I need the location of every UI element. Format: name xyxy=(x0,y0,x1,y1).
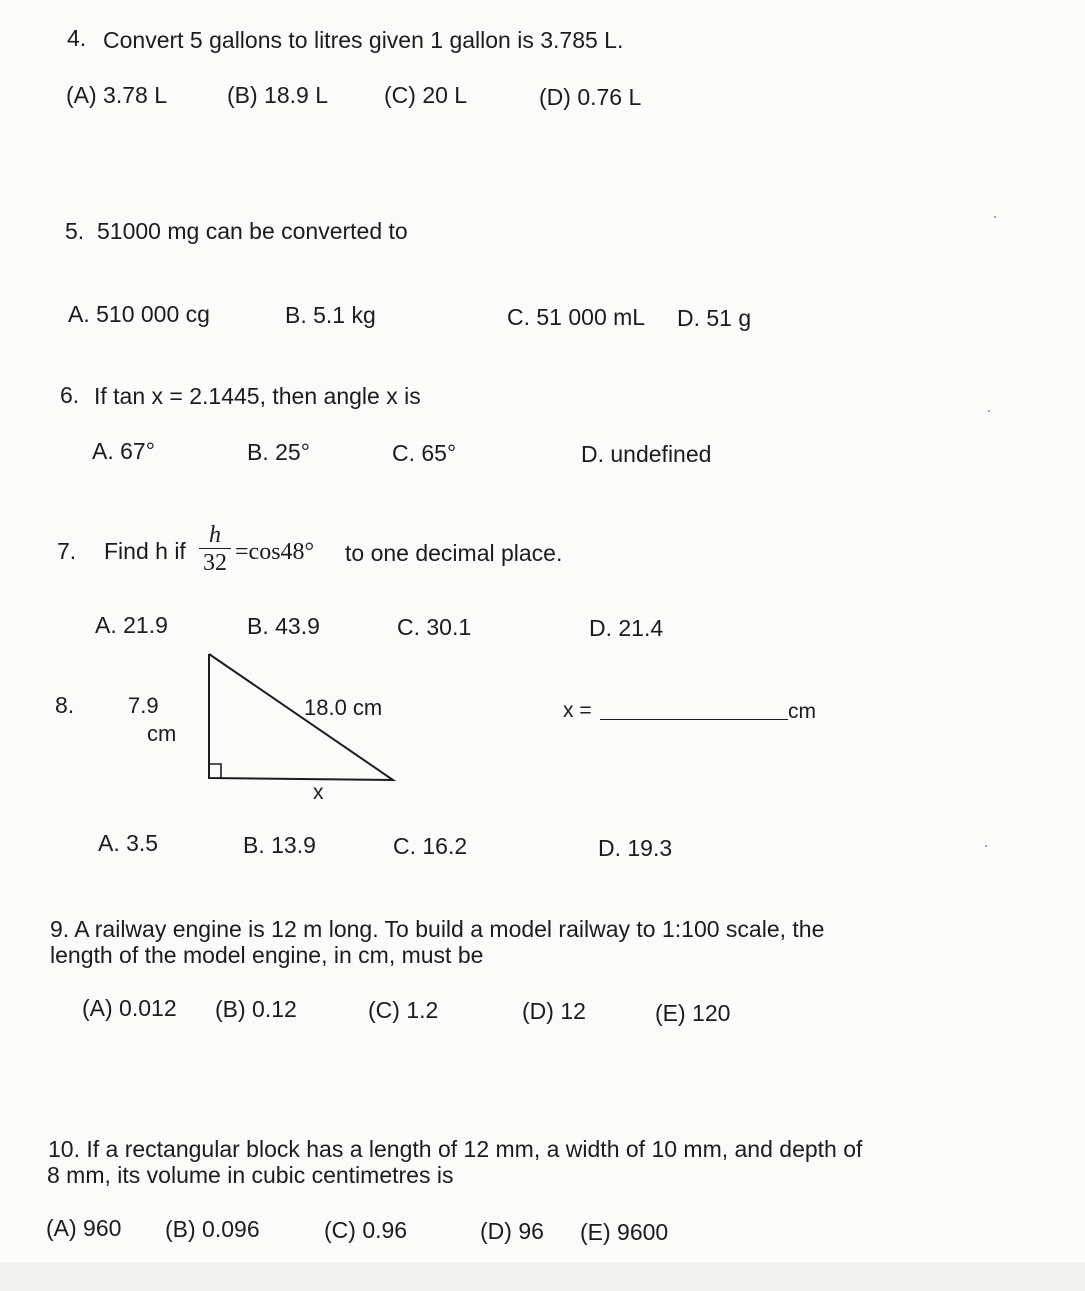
q4-option-d: (D) 0.76 L xyxy=(539,84,642,110)
q9-option-d: (D) 12 xyxy=(522,998,586,1024)
q9-text-line2: length of the model engine, in cm, must be xyxy=(50,942,484,968)
q6-text: If tan x = 2.1445, then angle x is xyxy=(94,383,421,409)
q10-option-a: (A) 960 xyxy=(46,1215,122,1241)
q5-option-a: A. 510 000 cg xyxy=(68,301,210,327)
q4-option-a: (A) 3.78 L xyxy=(66,82,167,108)
q7-option-a: A. 21.9 xyxy=(95,612,168,638)
q9-text-line1: 9. A railway engine is 12 m long. To build a model railway to 1:100 scale, the xyxy=(50,916,825,942)
right-angle-marker xyxy=(209,764,221,778)
q8-hypotenuse-label: 18.0 cm xyxy=(304,695,383,720)
q8-side-unit: cm xyxy=(147,721,177,746)
q5-option-b: B. 5.1 kg xyxy=(285,302,376,328)
q8-option-a: A. 3.5 xyxy=(98,830,159,856)
q4-option-b: (B) 18.9 L xyxy=(227,82,328,108)
q10-option-e: (E) 9600 xyxy=(580,1219,669,1245)
q6-option-d: D. undefined xyxy=(581,441,712,467)
scan-speck xyxy=(994,216,996,218)
q6-number: 6. xyxy=(60,382,80,408)
q10-option-d: (D) 96 xyxy=(480,1218,544,1244)
q8-side-value: 7.9 xyxy=(128,693,159,718)
q5-text: 51000 mg can be converted to xyxy=(97,218,408,244)
scan-speck xyxy=(988,410,990,412)
q8-option-d: D. 19.3 xyxy=(598,835,673,861)
q7-fraction-bar xyxy=(199,548,231,549)
scan-speck xyxy=(985,845,987,847)
q7-fraction-numerator: h xyxy=(209,522,221,548)
q4-option-c: (C) 20 L xyxy=(384,82,468,108)
q10-option-b: (B) 0.096 xyxy=(165,1216,260,1242)
q4-text: Convert 5 gallons to litres given 1 gallon is 3.785 L. xyxy=(103,27,624,53)
q5-number: 5. xyxy=(65,218,85,244)
q8-answer-blank[interactable] xyxy=(600,719,788,720)
q10-text-line1: 10. If a rectangular block has a length of 12 mm, a width of 10 mm, and depth of xyxy=(48,1136,863,1162)
q7-number: 7. xyxy=(57,538,77,564)
q4-number: 4. xyxy=(67,25,87,51)
q9-option-c: (C) 1.2 xyxy=(368,997,439,1023)
page-bottom-edge xyxy=(0,1262,1085,1291)
q8-base-label: x xyxy=(313,781,324,804)
q8-number: 8. xyxy=(55,692,75,718)
q10-text-line2: 8 mm, its volume in cubic centimetres is xyxy=(47,1162,454,1188)
q8-option-c: C. 16.2 xyxy=(393,833,468,859)
q6-option-c: C. 65° xyxy=(392,440,457,466)
q9-option-b: (B) 0.12 xyxy=(215,996,297,1022)
q7-option-c: C. 30.1 xyxy=(397,614,472,640)
q7-equation: =cos48° xyxy=(235,539,315,565)
q6-option-a: A. 67° xyxy=(92,438,155,464)
q8-option-b: B. 13.9 xyxy=(243,832,316,858)
q6-option-b: B. 25° xyxy=(247,439,310,465)
q10-option-c: (C) 0.96 xyxy=(324,1217,408,1243)
q9-option-a: (A) 0.012 xyxy=(82,995,177,1021)
q7-fraction-denominator: 32 xyxy=(203,550,227,576)
q7-fraction xyxy=(199,523,231,575)
q7-prefix: Find h if xyxy=(104,538,186,564)
q7-option-b: B. 43.9 xyxy=(247,613,320,639)
q5-option-c: C. 51 000 mL xyxy=(507,304,646,330)
q8-answer-unit: cm xyxy=(788,700,816,723)
q8-answer-prefix: x = xyxy=(563,699,592,722)
q5-option-d: D. 51 g xyxy=(677,305,752,331)
q7-suffix: to one decimal place. xyxy=(345,540,563,566)
q9-option-e: (E) 120 xyxy=(655,1000,731,1026)
q7-option-d: D. 21.4 xyxy=(589,615,664,641)
